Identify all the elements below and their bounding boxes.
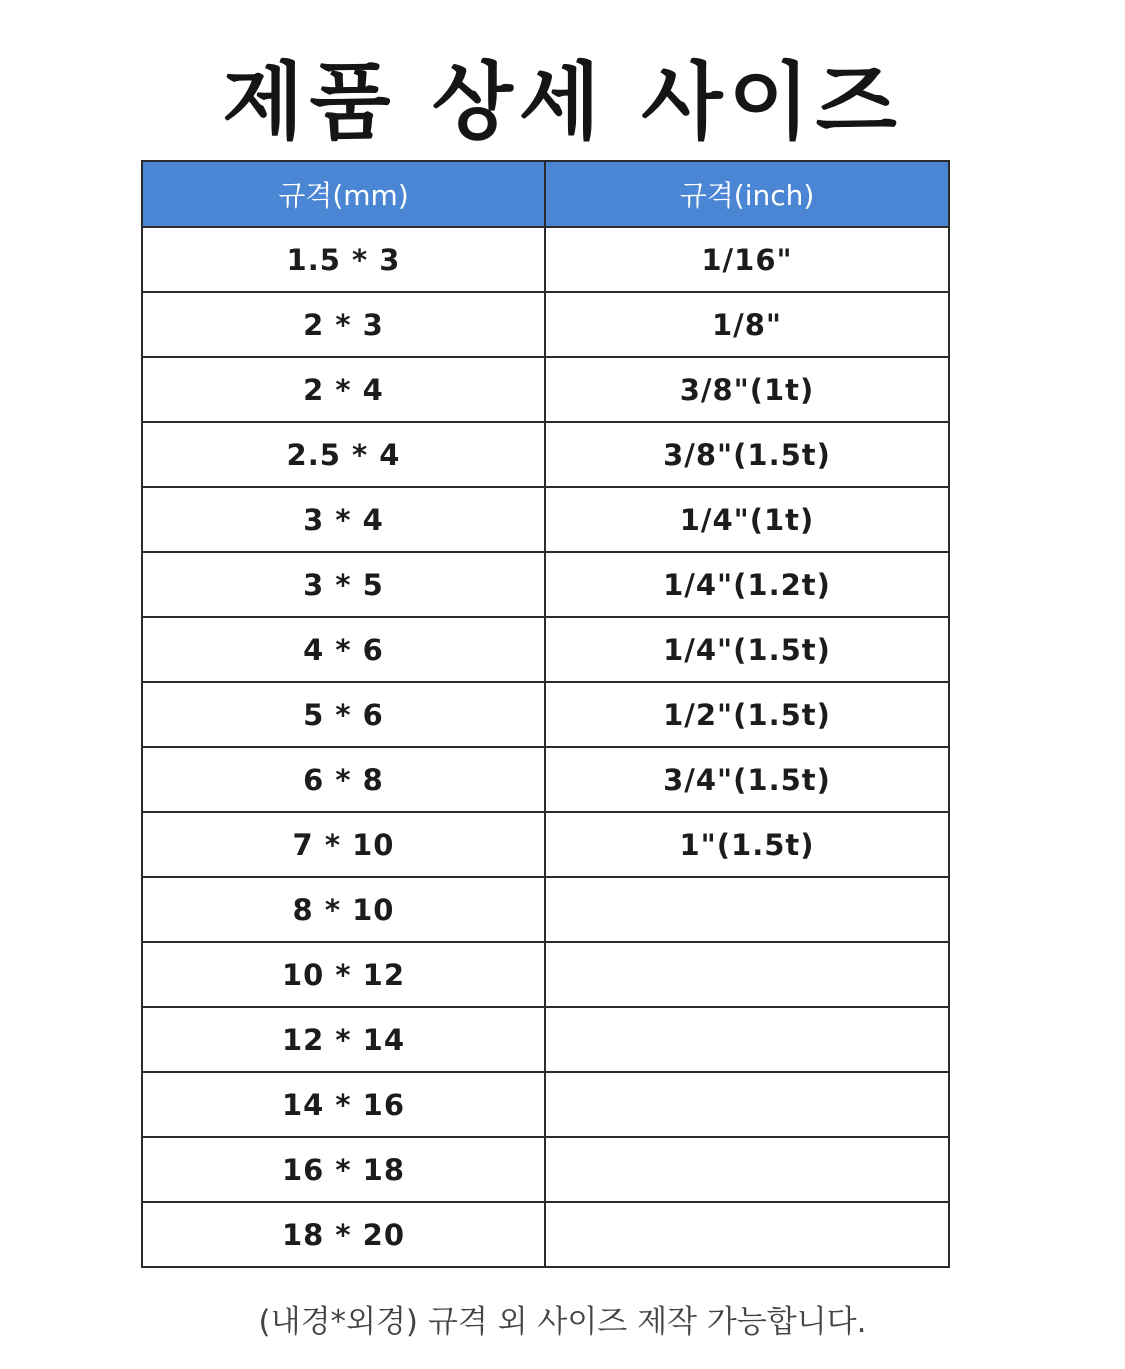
custom-size-note: (내경*외경) 규격 외 사이즈 제작 가능합니다. bbox=[258, 1304, 867, 1340]
cell-inch: 1/4"(1.5t) bbox=[545, 617, 949, 682]
cell-mm: 6 * 8 bbox=[142, 747, 545, 812]
cell-inch: 3/8"(1t) bbox=[545, 357, 949, 422]
table-row bbox=[142, 1072, 949, 1137]
table-row bbox=[142, 747, 949, 812]
table-row bbox=[142, 942, 949, 1007]
cell-mm: 3 * 5 bbox=[142, 552, 545, 617]
cell-mm: 2.5 * 4 bbox=[142, 422, 545, 487]
cell-inch: 1/16" bbox=[545, 227, 949, 292]
cell-mm: 2 * 4 bbox=[142, 357, 545, 422]
cell-mm: 14 * 16 bbox=[142, 1072, 545, 1137]
table-row bbox=[142, 1007, 949, 1072]
cell-inch bbox=[545, 1137, 949, 1202]
cell-inch bbox=[545, 1202, 949, 1267]
table-header-row bbox=[142, 161, 949, 227]
page-title: 제품 상세 사이즈 bbox=[222, 53, 903, 151]
cell-mm: 8 * 10 bbox=[142, 877, 545, 942]
cell-inch: 1/8" bbox=[545, 292, 949, 357]
cell-inch bbox=[545, 942, 949, 1007]
cell-inch: 1/2"(1.5t) bbox=[545, 682, 949, 747]
cell-mm: 18 * 20 bbox=[142, 1202, 545, 1267]
cell-mm: 12 * 14 bbox=[142, 1007, 545, 1072]
table-row bbox=[142, 292, 949, 357]
cell-mm: 1.5 * 3 bbox=[142, 227, 545, 292]
table-row bbox=[142, 1202, 949, 1267]
header-inch: 규격(inch) bbox=[545, 161, 949, 227]
table-row bbox=[142, 812, 949, 877]
cell-mm: 5 * 6 bbox=[142, 682, 545, 747]
cell-mm: 2 * 3 bbox=[142, 292, 545, 357]
cell-inch: 3/4"(1.5t) bbox=[545, 747, 949, 812]
cell-inch bbox=[545, 1072, 949, 1137]
table-row bbox=[142, 357, 949, 422]
size-table bbox=[141, 160, 950, 1268]
table-row bbox=[142, 422, 949, 487]
table-row bbox=[142, 682, 949, 747]
cell-inch: 1/4"(1.2t) bbox=[545, 552, 949, 617]
table-row bbox=[142, 1137, 949, 1202]
table-row bbox=[142, 487, 949, 552]
cell-mm: 4 * 6 bbox=[142, 617, 545, 682]
cell-mm: 7 * 10 bbox=[142, 812, 545, 877]
header-mm: 규격(mm) bbox=[142, 161, 545, 227]
cell-mm: 3 * 4 bbox=[142, 487, 545, 552]
cell-inch: 1"(1.5t) bbox=[545, 812, 949, 877]
cell-inch bbox=[545, 877, 949, 942]
table-row bbox=[142, 227, 949, 292]
cell-inch bbox=[545, 1007, 949, 1072]
cell-inch: 3/8"(1.5t) bbox=[545, 422, 949, 487]
table-row bbox=[142, 877, 949, 942]
cell-mm: 16 * 18 bbox=[142, 1137, 545, 1202]
table-row bbox=[142, 617, 949, 682]
cell-inch: 1/4"(1t) bbox=[545, 487, 949, 552]
cell-mm: 10 * 12 bbox=[142, 942, 545, 1007]
table-row bbox=[142, 552, 949, 617]
